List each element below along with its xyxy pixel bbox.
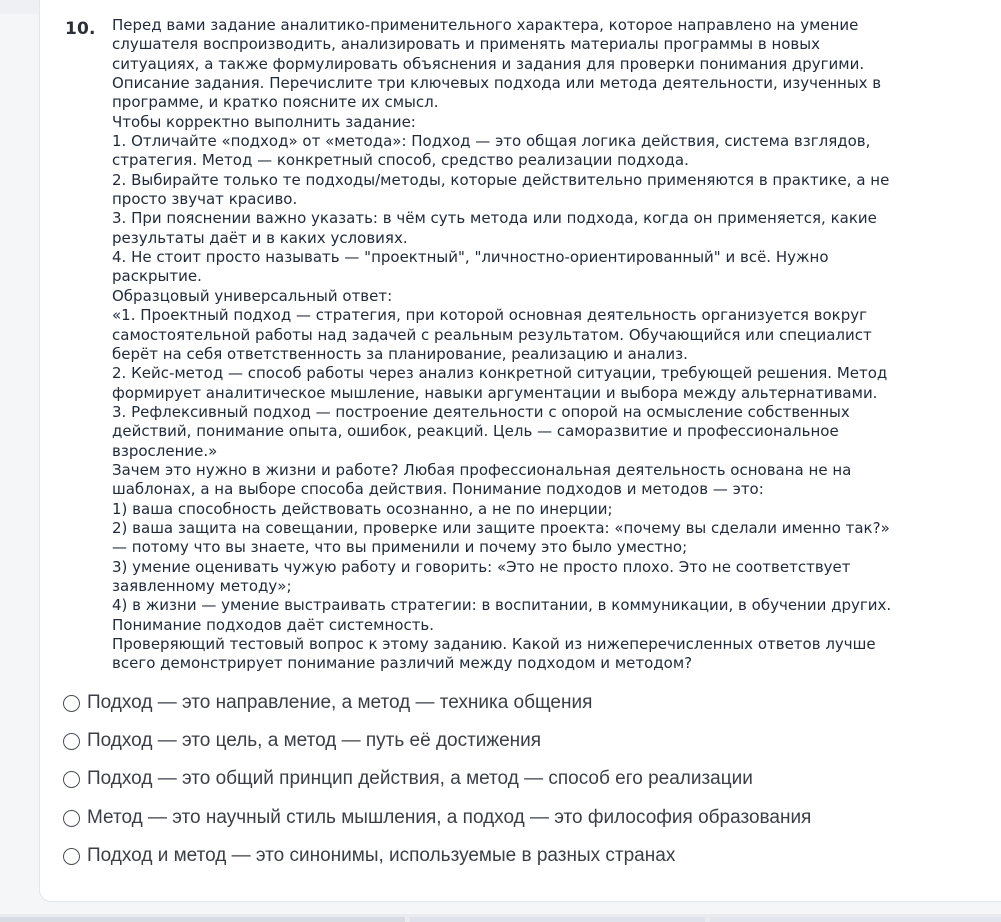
question-line: ситуациях, а также формулировать объяснения и задания для проверки понимания другими. <box>112 54 865 73</box>
question-line: 3) умение оценивать чужую работу и говорить: «Это не просто плохо. Это не соответствует <box>112 557 851 576</box>
radio-button-icon[interactable] <box>63 810 80 827</box>
question-line: берёт на себя ответственность за планирование, реализацию и анализ. <box>112 344 688 363</box>
answer-option-label: Подход — это направление, а метод — техника общения <box>87 692 593 713</box>
radio-button-icon[interactable] <box>63 695 80 712</box>
radio-button-icon[interactable] <box>63 848 80 865</box>
answer-option-label: Подход — это цель, а метод — путь её достижения <box>87 730 542 751</box>
question-line: — потому что вы знаете, что вы применили и почему это было уместно; <box>112 538 688 557</box>
question-line: Проверяющий тестовый вопрос к этому заданию. Какой из нижеперечисленных ответов лучше <box>112 635 876 653</box>
question-line: результаты даёт и в каких условиях. <box>112 228 408 247</box>
question-line: Чтобы корректно выполнить задание: <box>112 112 416 131</box>
answer-option-label: Подход и метод — это синонимы, используемые в разных странах <box>87 845 676 866</box>
question-line: 1) ваша способность действовать осознанно, а не по инерции; <box>112 499 613 518</box>
question-text <box>112 16 992 674</box>
answer-option-label: Метод — это научный стиль мышления, а подход — это философия образования <box>87 807 812 828</box>
question-line: 2. Выбирайте только те подходы/методы, которые действительно применяются в практике, а не <box>112 170 890 189</box>
question-line: Понимание подходов даёт системность. <box>112 615 435 634</box>
question-line: 4) в жизни — умение выстраивать стратегии: в воспитании, в коммуникации, в обучении других. <box>112 596 892 615</box>
answer-option[interactable] <box>63 726 541 756</box>
question-line: Описание задания. Перечислите три ключевых подхода или метода деятельности, изученных в <box>112 74 882 93</box>
answer-option-label: Подход — это общий принцип действия, а метод — способ его реализации <box>87 768 753 789</box>
question-line: 3. Рефлексивный подход — построение деятельности с опорой на осмысление собственных <box>112 402 850 421</box>
question-line: слушателя воспроизводить, анализировать и применять материалы программы в новых <box>112 35 820 54</box>
question-line: стратегия. Метод — конкретный способ, средство реализации подхода. <box>112 151 689 170</box>
bottom-segment-right <box>710 917 1001 922</box>
question-line: самостоятельной работы над задачей с реальным результатом. Обучающийся или специалист <box>112 325 872 344</box>
answer-option[interactable] <box>63 841 675 871</box>
question-line: Образцовый универсальный ответ: <box>112 286 393 305</box>
question-line: взросление.» <box>112 441 218 460</box>
question-line: всего демонстрирует понимание различий между подходом и методом? <box>112 654 693 673</box>
question-number: 10. <box>65 19 96 39</box>
question-line: 4. Не стоит просто называть — "проектный", "личностно-ориентированный" и всё. Нужно <box>112 248 829 267</box>
question-line: заявленному методу»; <box>112 576 292 595</box>
answer-option[interactable] <box>63 764 753 794</box>
question-line: просто звучат красиво. <box>112 190 298 209</box>
question-line: 1. Отличайте «подход» от «метода»: Подход — это общая логика действия, система взглядов, <box>112 132 871 151</box>
bottom-segment-middle <box>410 917 705 922</box>
question-line: программе, и кратко поясните их смысл. <box>112 93 439 112</box>
bottom-strip <box>0 914 1001 922</box>
answer-option[interactable] <box>63 688 592 718</box>
question-line: 2. Кейс-метод — способ работы через анализ конкретной ситуации, требующей решения. Метод <box>112 364 888 383</box>
question-line: 3. При пояснении важно указать: в чём суть метода или подхода, когда он применяется, какие <box>112 209 877 228</box>
radio-button-icon[interactable] <box>63 733 80 750</box>
question-line: 2) ваша защита на совещании, проверке или защите проекта: «почему вы сделали именно так?» <box>112 518 890 537</box>
question-line: Перед вами задание аналитико-применительного характера, которое направлено на умение <box>112 16 859 34</box>
question-line: действий, понимание опыта, ошибок, реакций. Цель — саморазвитие и профессиональное <box>112 422 839 441</box>
question-line: Зачем это нужно в жизни и работе? Любая профессиональная деятельность основана не на <box>112 460 852 479</box>
question-line: «1. Проектный подход — стратегия, при которой основная деятельность организуется вокруг <box>112 306 867 325</box>
question-line: шаблонах, а на выборе способа действия. Понимание подходов и методов — это: <box>112 480 764 499</box>
question-line: раскрытие. <box>112 267 202 286</box>
bottom-segment-left <box>0 917 405 922</box>
answer-option[interactable] <box>63 803 811 833</box>
question-line: формирует аналитическое мышление, навыки аргументации и выбора между альтернативами. <box>112 383 878 402</box>
radio-button-icon[interactable] <box>63 771 80 788</box>
